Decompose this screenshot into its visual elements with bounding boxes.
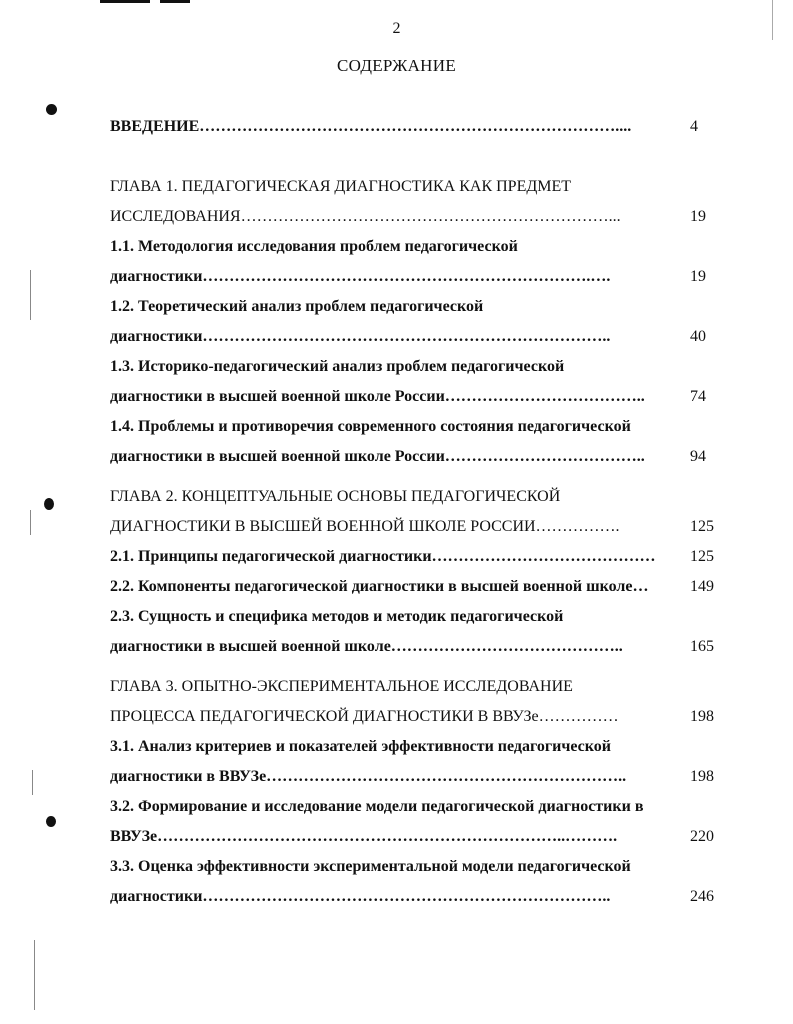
toc-s13-line-2: диагностики в высшей военной школе России………………………………..	[110, 388, 645, 405]
toc-ch2-page: 125	[690, 518, 714, 535]
punch-hole-mark-2	[44, 498, 54, 510]
toc-s14-line-2: диагностики в высшей военной школе России………………………………..	[110, 448, 645, 465]
toc-s12-line-1: 1.2. Теоретический анализ проблем педагогической	[110, 298, 484, 315]
toc-ch3-line-1: ГЛАВА 3. ОПЫТНО-ЭКСПЕРИМЕНТАЛЬНОЕ ИССЛЕДОВАНИЕ	[110, 678, 573, 695]
toc-s33-page: 246	[690, 888, 714, 905]
margin-line-2	[30, 510, 31, 535]
toc-s33-line-1: 3.3. Оценка эффективности экспериментальной модели педагогической	[110, 858, 631, 875]
toc-ch2-line-2: ДИАГНОСТИКИ В ВЫСШЕЙ ВОЕННОЙ ШКОЛЕ РОССИИ…………….	[110, 518, 620, 535]
toc-s14-page: 94	[690, 448, 706, 465]
toc-ch3-line-2: ПРОЦЕССА ПЕДАГОГИЧЕСКОЙ ДИАГНОСТИКИ В ВВУЗе……………	[110, 708, 619, 725]
page-title: СОДЕРЖАНИЕ	[336, 56, 457, 75]
toc-intro-line-1: ВВЕДЕНИЕ……………………………………………………………………....	[110, 118, 632, 135]
toc-ch1-line-2: ИССЛЕДОВАНИЯ……………………………………………………………...	[110, 208, 621, 225]
toc-s22-line-1: 2.2. Компоненты педагогической диагностики в высшей военной школе…	[110, 578, 649, 595]
toc-s31-page: 198	[690, 768, 714, 785]
toc-s33-line-2: диагностики…………………………………………………………………..	[110, 888, 611, 905]
toc-s32-line-2: ВВУЗе…………………………………………………………………..……….	[110, 828, 618, 845]
punch-hole-mark-3	[46, 816, 56, 827]
toc-s13-line-1: 1.3. Историко-педагогический анализ проблем педагогической	[110, 358, 565, 375]
toc-s11-line-1: 1.1. Методология исследования проблем педагогической	[110, 238, 518, 255]
toc-ch1-page: 19	[690, 208, 706, 225]
toc-s31-line-1: 3.1. Анализ критериев и показателей эффективности педагогической	[110, 738, 611, 755]
margin-line-1	[30, 270, 31, 320]
toc-ch3-page: 198	[690, 708, 714, 725]
toc-intro-page: 4	[690, 118, 698, 135]
toc-s12-page: 40	[690, 328, 706, 345]
margin-line-4	[34, 940, 35, 1010]
toc-s13-page: 74	[690, 388, 706, 405]
toc-s21-page: 125	[690, 548, 714, 565]
toc-s12-line-2: диагностики…………………………………………………………………..	[110, 328, 611, 345]
margin-line-right	[772, 0, 773, 40]
scan-mark-top	[100, 0, 150, 3]
toc-s23-line-1: 2.3. Сущность и специфика методов и методик педагогической	[110, 608, 564, 625]
toc-ch1-line-1: ГЛАВА 1. ПЕДАГОГИЧЕСКАЯ ДИАГНОСТИКА КАК ПРЕДМЕТ	[110, 178, 572, 195]
punch-hole-mark-1	[46, 104, 57, 115]
toc-s32-line-1: 3.2. Формирование и исследование модели педагогической диагностики в	[110, 798, 644, 815]
toc-s11-line-2: диагностики……………………………………………………………….….	[110, 268, 611, 285]
toc-s23-line-2: диагностики в высшей военной школе……………………………………..	[110, 638, 623, 655]
toc-s21-line-1: 2.1. Принципы педагогической диагностики……………………………………	[110, 548, 656, 565]
toc-ch2-line-1: ГЛАВА 2. КОНЦЕПТУАЛЬНЫЕ ОСНОВЫ ПЕДАГОГИЧЕСКОЙ	[110, 488, 561, 505]
toc-s14-line-1: 1.4. Проблемы и противоречия современного состояния педагогической	[110, 418, 631, 435]
margin-line-3	[32, 770, 33, 795]
toc-s32-page: 220	[690, 828, 714, 845]
toc-s31-line-2: диагностики в ВВУЗе…………………………………………………………..	[110, 768, 627, 785]
scan-mark-top-2	[160, 0, 190, 3]
toc-s11-page: 19	[690, 268, 706, 285]
toc-s22-page: 149	[690, 578, 714, 595]
page-number: 2	[392, 20, 401, 37]
toc-s23-page: 165	[690, 638, 714, 655]
